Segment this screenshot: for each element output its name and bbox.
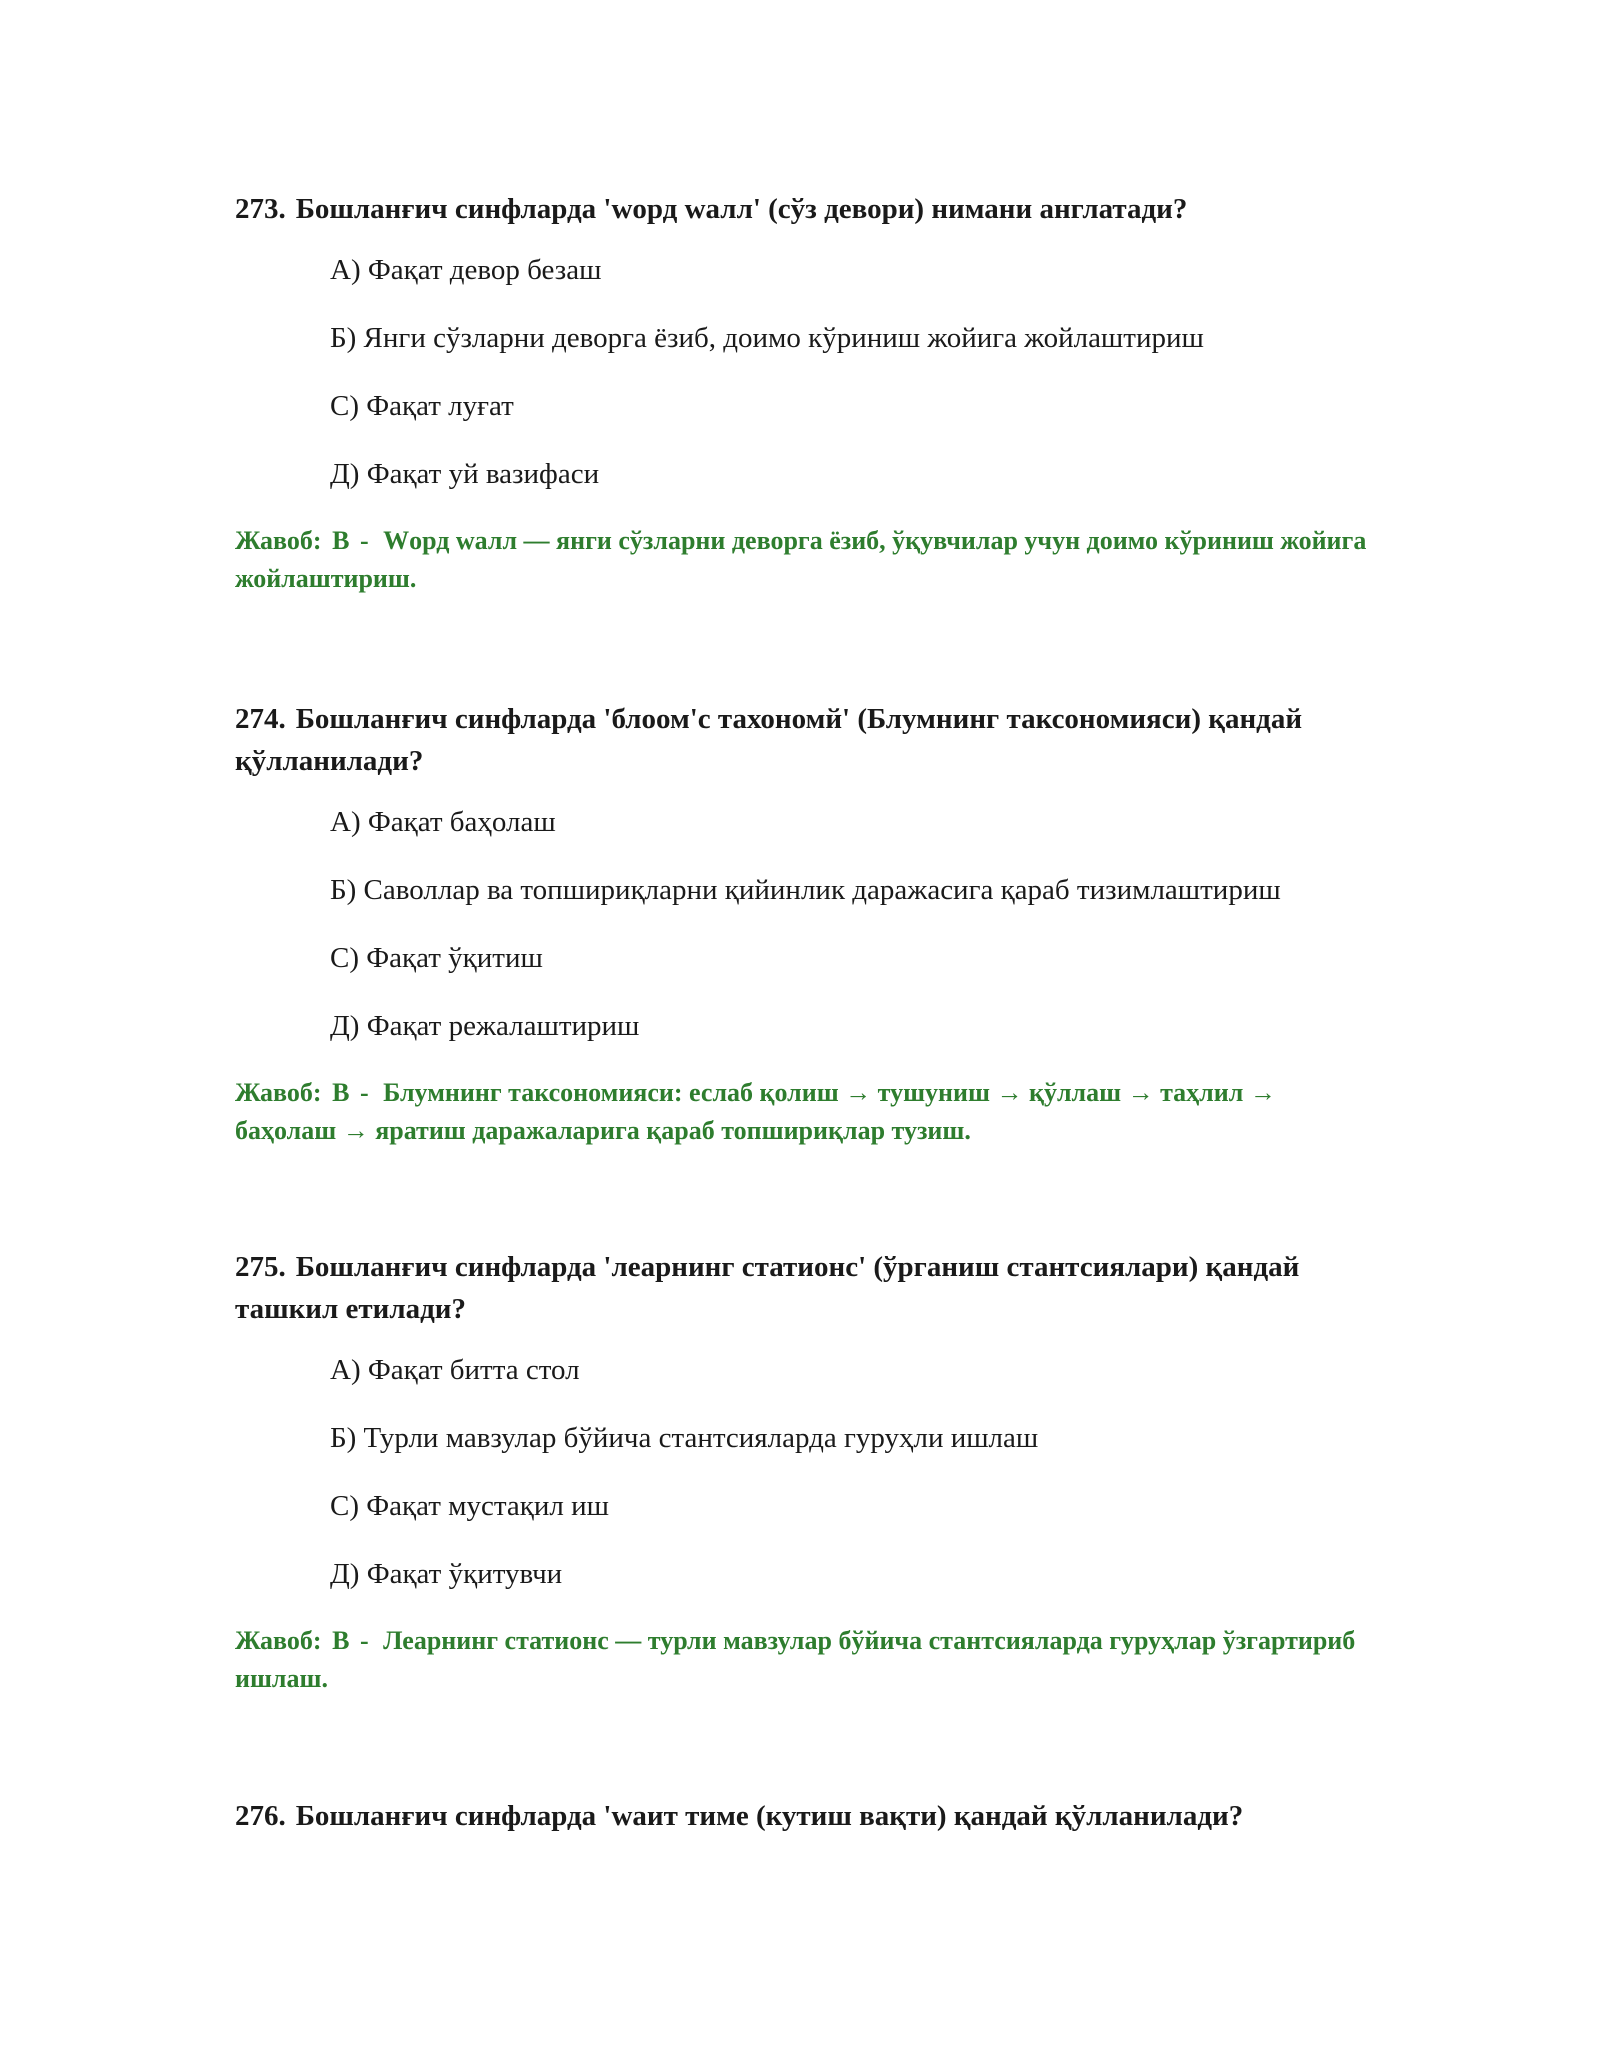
option-b: Б) Янги сўзларни деворга ёзиб, доимо кўриниш жойига жойлаштириш <box>330 322 1204 354</box>
option-a: А) Фақат баҳолаш <box>330 806 556 838</box>
question-text: Бошланғич синфларда 'wаит тиме (кутиш вақти) қандай қўлланилади? <box>295 1800 1244 1832</box>
question-273 <box>235 188 1375 598</box>
options-list <box>330 1350 1375 1594</box>
answer-text: Блумнинг таксономияси: еслаб қолиш → тушуниш → қўллаш → таҳлил → баҳолаш → яратиш даражаларига қараб топшириқлар тузиш. <box>235 1078 1276 1145</box>
question-text: Бошланғич синфларда 'леарнинг статионс' (ўрганиш стантсиялари) қандай ташкил етилади? <box>235 1251 1300 1325</box>
answer <box>235 522 1375 598</box>
option-a: А) Фақат девор безаш <box>330 254 602 286</box>
answer-text: Wорд wалл — янги сўзларни деворга ёзиб, ўқувчилар учун доимо кўриниш жойига жойлаштириш. <box>235 526 1367 593</box>
answer-dash: - <box>359 526 369 555</box>
answer-text: Леарнинг статионс — турли мавзулар бўйича стантсияларда гуруҳлар ўзгартириб ишлаш. <box>235 1626 1356 1693</box>
answer <box>235 1622 1375 1698</box>
answer-dash: - <box>359 1626 369 1655</box>
answer-letter: В <box>332 526 350 555</box>
option-d: Д) Фақат режалаштириш <box>330 1010 640 1042</box>
question-title <box>235 698 1375 782</box>
question-number: 274. <box>235 703 286 735</box>
question-276 <box>235 1795 1375 1837</box>
question-number: 273. <box>235 193 286 225</box>
answer-label: Жавоб: <box>235 1078 322 1107</box>
question-text: Бошланғич синфларда 'wорд wалл' (сўз девори) нимани англатади? <box>295 193 1188 225</box>
answer-dash: - <box>359 1078 369 1107</box>
question-number: 275. <box>235 1251 286 1283</box>
option-c: С) Фақат ўқитиш <box>330 942 543 974</box>
answer-letter: В <box>332 1078 350 1107</box>
question-title <box>235 1795 1375 1837</box>
option-a: А) Фақат битта стол <box>330 1354 580 1386</box>
question-274 <box>235 698 1375 1150</box>
option-d: Д) Фақат уй вазифаси <box>330 458 600 490</box>
option-d: Д) Фақат ўқитувчи <box>330 1558 563 1590</box>
option-c: С) Фақат мустақил иш <box>330 1490 609 1522</box>
options-list <box>330 250 1375 494</box>
question-number: 276. <box>235 1800 286 1832</box>
answer-label: Жавоб: <box>235 1626 322 1655</box>
options-list <box>330 802 1375 1046</box>
option-b: Б) Турли мавзулар бўйича стантсияларда гуруҳли ишлаш <box>330 1422 1039 1454</box>
option-c: С) Фақат луғат <box>330 390 514 422</box>
question-275 <box>235 1246 1375 1698</box>
question-text: Бошланғич синфларда 'блоом'с тахономй' (Блумнинг таксономияси) қандай қўлланилади? <box>235 703 1303 777</box>
question-title <box>235 1246 1375 1330</box>
option-b: Б) Саволлар ва топшириқларни қийинлик даражасига қараб тизимлаштириш <box>330 874 1281 906</box>
answer-label: Жавоб: <box>235 526 322 555</box>
answer-letter: В <box>332 1626 350 1655</box>
question-title <box>235 188 1375 230</box>
answer <box>235 1074 1375 1150</box>
